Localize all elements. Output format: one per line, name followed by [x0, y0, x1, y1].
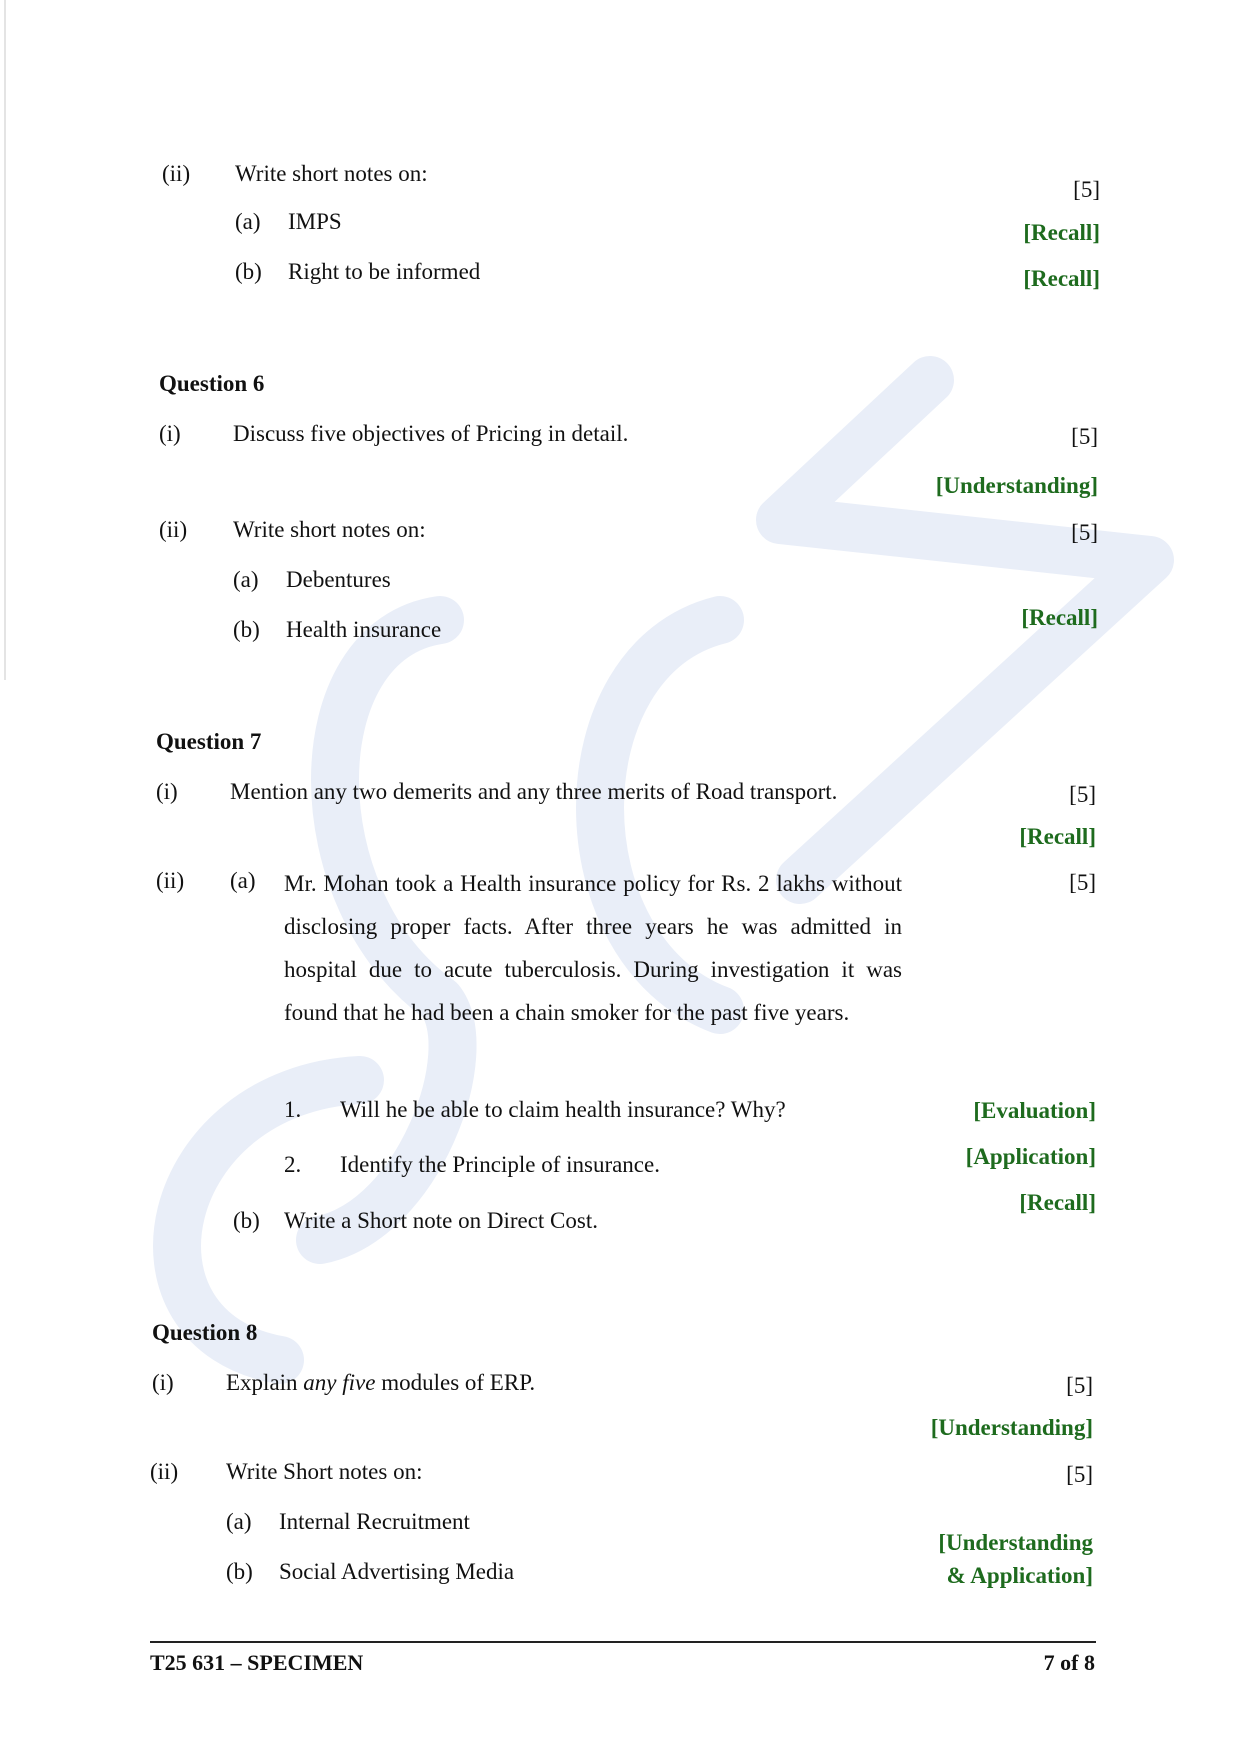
q5-ii-number: (ii): [162, 161, 191, 186]
q7-ii-a-sub1-text: Will he be able to claim health insurance? Why?: [340, 1097, 786, 1122]
q6-ii-a-text: Debentures: [286, 567, 391, 592]
q6-i-text: Discuss five objectives of Pricing in detail.: [233, 421, 629, 446]
q5-ii-b-label: (b): [235, 259, 262, 284]
q7-i-number: (i): [156, 779, 178, 804]
q6-ii-b-label: (b): [233, 617, 260, 642]
footer-page-number: 7 of 8: [1043, 1650, 1095, 1675]
q8-ii-a-label: (a): [226, 1509, 252, 1534]
q5-ii-a-text: IMPS: [288, 209, 342, 234]
footer-paper-code: T25 631 – SPECIMEN: [150, 1650, 364, 1675]
q7-heading: Question 7: [156, 729, 262, 754]
q6-i-tag: [Understanding]: [935, 473, 1098, 498]
q8-ii-number: (ii): [150, 1459, 179, 1484]
q8-i-tag: [Understanding]: [930, 1415, 1093, 1440]
q7-ii-b-text: Write a Short note on Direct Cost.: [284, 1208, 598, 1233]
q6-ii-marks: [5]: [1071, 520, 1098, 545]
q8-ii-marks: [5]: [1066, 1462, 1093, 1487]
q7-ii-a-label: (a): [230, 868, 256, 893]
q8-i-emphasis: any five: [303, 1370, 376, 1395]
q8-heading: Question 8: [152, 1320, 258, 1345]
q8-i-number: (i): [152, 1370, 174, 1395]
q5-ii-b-text: Right to be informed: [288, 259, 481, 284]
q7-ii-a-sub2-tag: [Application]: [965, 1144, 1096, 1169]
q6-i-number: (i): [159, 421, 181, 446]
q8-ii-b-text: Social Advertising Media: [279, 1559, 515, 1584]
q7-ii-b-tag: [Recall]: [1019, 1190, 1096, 1215]
q7-ii-b-label: (b): [233, 1208, 260, 1233]
q7-ii-marks: [5]: [1069, 870, 1096, 895]
q8-ii-b-label: (b): [226, 1559, 253, 1584]
q6-ii-tag: [Recall]: [1021, 605, 1098, 630]
q7-i-text: Mention any two demerits and any three merits of Road transport.: [230, 779, 838, 804]
q8-ii-a-text: Internal Recruitment: [279, 1509, 470, 1534]
q6-ii-b-text: Health insurance: [286, 617, 442, 642]
q7-i-tag: [Recall]: [1019, 824, 1096, 849]
q7-ii-a-sub1-number: 1.: [284, 1097, 302, 1122]
q8-ii-tag-line1: [Understanding: [938, 1530, 1093, 1555]
left-edge-rule: [4, 0, 6, 680]
q7-ii-a-sub1-tag: [Evaluation]: [973, 1098, 1096, 1123]
q8-i-text: Explain any five modules of ERP.: [226, 1370, 536, 1395]
q5-ii-marks: [5]: [1073, 177, 1100, 202]
q6-heading: Question 6: [159, 371, 265, 396]
q6-ii-number: (ii): [159, 517, 188, 542]
footer-rule: [150, 1641, 1096, 1643]
q5-ii-b-tag: [Recall]: [1023, 266, 1100, 291]
q8-i-marks: [5]: [1066, 1373, 1093, 1398]
q6-i-marks: [5]: [1071, 424, 1098, 449]
q6-ii-a-label: (a): [233, 567, 259, 592]
q5-ii-text: Write short notes on:: [235, 161, 428, 186]
q7-ii-a-sub2-text: Identify the Principle of insurance.: [340, 1152, 660, 1177]
q8-ii-tag-line2: & Application]: [946, 1563, 1093, 1588]
q5-ii-a-label: (a): [235, 209, 261, 234]
q7-ii-number: (ii): [156, 868, 185, 893]
q5-ii-a-tag: [Recall]: [1023, 220, 1100, 245]
q7-ii-a-sub2-number: 2.: [284, 1152, 302, 1177]
q7-i-marks: [5]: [1069, 782, 1096, 807]
q8-ii-text: Write Short notes on:: [226, 1459, 423, 1484]
q7-ii-a-text: Mr. Mohan took a Health insurance policy for Rs. 2 lakhs without disclosing proper facts. After three years he was admitted in hospital due to acute tuberculosis. During investigation it was found that he had been a chain smoker for the past five years.: [284, 871, 902, 1025]
q6-ii-text: Write short notes on:: [233, 517, 426, 542]
